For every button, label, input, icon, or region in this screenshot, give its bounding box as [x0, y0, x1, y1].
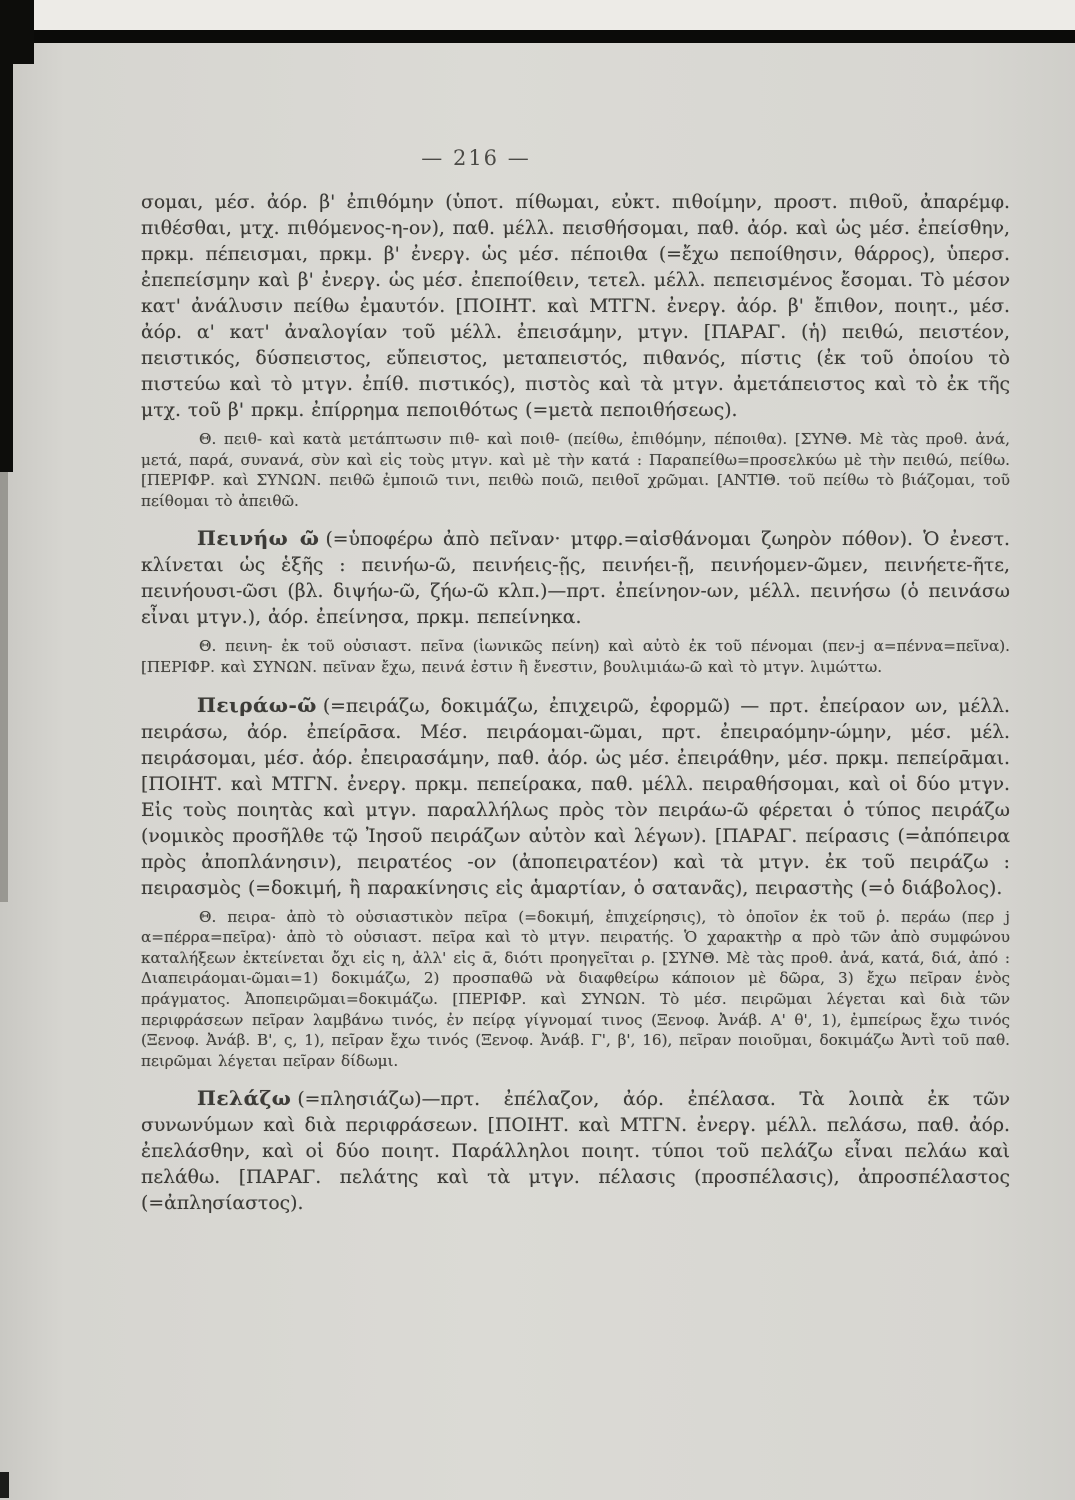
note-peinao-etymology — [141, 636, 1010, 677]
entry-text: (=πειράζω, δοκιμάζω, ἐπιχειρῶ, ἐφορμῶ) — πρτ. ἐπείραον ων, μέλλ. πειράσω, ἀόρ. ἐπείρᾱσα. Μέσ. πειράομαι-ῶμαι, πρτ. ἐπειραόμην-ώμην, μέσ. μέλ. πειράσομαι, μέσ. ἀόρ. ἐπειρασάμην, παθ. ἀόρ. ὡς μέσ. ἐπειράθην, μέσ. πρκμ. πεπείρᾱμαι. [ΠΟΙΗΤ. καὶ ΜΤΓΝ. ἐνεργ. πρκμ. πεπείρακα, παθ. μέλλ. πειραθήσομαι, καὶ οἱ δύο μτγν. Εἰς τοὺς ποιητὰς καὶ μτγν. παραλλήλως πρὸς τὸν πειράω-ῶ φέρεται ὁ τύπος πειράζω (νομικὸς προσῆλθε τῷ Ἰησοῦ πειράζων αὐτὸν καὶ λέγων). [ΠΑΡΑΓ. πείρασις (=ἀπόπειρα πρὸς ἀποπλάνησιν), πειρατέος -ον (ἀποπειρατέον) καὶ τὰ μτγν. ἐκ τοῦ πειράζω : πειρασμὸς (=δοκιμή, ἢ παρακίνησις εἰς ἁμαρτίαν, ὁ σατανᾶς), πειραστὴς (=ὁ διάβολος). — [141, 695, 1010, 899]
entry-pelazo — [141, 1085, 1010, 1217]
headword-pelazo: Πελάζω — [197, 1086, 292, 1111]
paragraph-peitho-continuation — [141, 190, 1010, 424]
headword-peirao: Πειράω-ῶ — [197, 692, 317, 717]
entry-peinao — [141, 525, 1010, 631]
scan-top-margin — [0, 0, 1075, 30]
note-text: Θ. πεινη- ἐκ τοῦ οὐσιαστ. πεῖνα (ἰωνικῶς πείνη) καὶ αὐτὸ ἐκ τοῦ πένομαι (πεν-j α=πέννα=πεῖνα). [ΠΕΡΙΦΡ. καὶ ΣΥΝΩΝ. πεῖναν ἔχω, πεινά ἐστιν ἢ ἔνεστιν, βουλιμιάω-ῶ καὶ τὸ μτγν. λιμώττω. — [141, 637, 1010, 676]
note-text: Θ. πειρα- ἀπὸ τὸ οὐσιαστικὸν πεῖρα (=δοκιμή, ἐπιχείρησις), τὸ ὁποῖον ἐκ τοῦ ῥ. περάω (περ j α=πέρρα=πεῖρα)· ἀπὸ τὸ οὐσιαστ. πεῖρα καὶ τὸ μτγν. πειρατής. Ὁ χαρακτὴρ α πρὸ τῶν ἀπὸ συμφώνου καταλήξεων ἐκτείνεται ὄχι εἰς η, ἀλλ' εἰς ᾱ, διότι προηγεῖται ρ. [ΣΥΝΘ. Μὲ τὰς προθ. ἀνά, κατά, διά, ἀπό : Διαπειράομαι-ῶμαι=1) δοκιμάζω, 2) προσπαθῶ νὰ διαφθείρω κάποιον μὲ δῶρα, 3) ἔχω πεῖραν ἑνὸς πράγματος. Ἀποπειρῶμαι=δοκιμάζω. [ΠΕΡΙΦΡ. καὶ ΣΥΝΩΝ. Τὸ μέσ. πειρῶμαι λέγεται καὶ διὰ τῶν περιφράσεων πεῖραν λαμβάνω τινός, ἐν πείρᾳ γίγνομαί τινος (Ξενοφ. Ἀνάβ. Α' θ', 1), ἐμπείρως ἔχω τινός (Ξενοφ. Ἀνάβ. Β', ς, 1), πεῖραν ἔχω τινός (Ξενοφ. Ἀνάβ. Γ', β', 16), πεῖραν ποιοῦμαι, δοκιμάζω Ἀντὶ τοῦ παθ. πειρῶμαι λέγεται πεῖραν δίδωμι. — [141, 907, 1010, 1070]
paragraph-text: σομαι, μέσ. ἀόρ. β' ἐπιθόμην (ὑποτ. πίθωμαι, εὐκτ. πιθοίμην, προστ. πιθοῦ, ἀπαρέμφ. πιθέσθαι, μτχ. πιθόμενος-η-ον), παθ. μέλλ. πεισθήσομαι, παθ. ἀόρ. καὶ ὡς μέσ. ἐπείσθην, πρκμ. πέπεισμαι, πρκμ. β' ἐνεργ. ὡς μέσ. πέποιθα (=ἔχω πεποίθησιν, θάρρος), ὑπερσ. ἐπεπείσμην καὶ β' ἐνεργ. ὡς μέσ. ἐπεποίθειν, τετελ. μέλλ. πεπεισμένος ἔσομαι. Τὸ μέσον κατ' ἀνάλυσιν πείθω ἐμαυτόν. [ΠΟΙΗΤ. καὶ ΜΤΓΝ. ἐνεργ. ἀόρ. β' ἔπιθον, ποιητ., μέσ. ἀόρ. α' κατ' ἀναλογίαν τοῦ μέλλ. ἐπεισάμην, μτγν. [ΠΑΡΑΓ. (ἡ) πειθώ, πειστέον, πειστικός, δύσπειστος, εὔπειστος, μεταπειστός, πιθανός, πίστις (ἐκ τοῦ ὁποίου τὸ πιστεύω καὶ τὸ μτγν. ἐπίθ. πιστικός), πιστὸς καὶ τὰ μτγν. ἀμετάπειστος καὶ τὸ ἐκ τῆς μτχ. τοῦ β' πρκμ. ἐπίρρημα πεποιθότως (=μετὰ πεποιθήσεως). — [141, 192, 1010, 421]
dictionary-text-block — [141, 190, 1010, 1217]
scan-edge-left — [0, 0, 13, 472]
scan-edge-left-lower — [0, 472, 8, 902]
note-peitho-etymology — [141, 429, 1010, 511]
headword-peinao: Πεινήω ῶ — [197, 526, 320, 551]
entry-text: (=ὑποφέρω ἀπὸ πεῖναν· μτφρ.=αἰσθάνομαι ζωηρὸν πόθον). Ὁ ἐνεστ. κλίνεται ὡς ἑξῆς : πεινήω-ῶ, πεινήεις-ῇς, πεινήει-ῇ, πεινήομεν-ῶμεν, πεινήετε-ῆτε, πεινήουσι-ῶσι (βλ. διψήω-ῶ, ζήω-ῶ κλπ.)—πρτ. ἐπείνηον-ων, μέλλ. πεινήσω (ὁ πεινάσω εἶναι μτγν.), ἀόρ. ἐπείνησα, πρκμ. πεπείνηκα. — [141, 529, 1010, 629]
scan-edge-bottom-left — [0, 1472, 9, 1498]
entry-text: (=πλησιάζω)—πρτ. ἐπέλαζον, ἀόρ. ἐπέλασα. Τὰ λοιπὰ ἐκ τῶν συνωνύμων καὶ διὰ περιφράσεων. [ΠΟΙΗΤ. καὶ ΜΤΓΝ. ἐνεργ. μέλλ. πελάσω, παθ. ἀόρ. ἐπελάσθην, καὶ οἱ δύο ποιητ. Παράλληλοι ποιητ. τύποι τοῦ πελάζω εἶναι πελάω καὶ πελάθω. [ΠΑΡΑΓ. πελάτης καὶ τὰ μτγν. πέλασις (προσπέλασις), ἀπροσπέλαστος (=ἀπλησίαστος). — [141, 1089, 1010, 1215]
entry-peirao — [141, 692, 1010, 902]
note-text: Θ. πειθ- καὶ κατὰ μετάπτωσιν πιθ- καὶ ποιθ- (πείθω, ἐπιθόμην, πέποιθα). [ΣΥΝΘ. Μὲ τὰς προθ. ἀνά, μετά, παρά, συνανά, σὺν καὶ εἰς τοὺς μτγν. καὶ μὲ τὴν κατά : Παραπείθω=προσελκύω μὲ τὴν πειθώ, πείθω. [ΠΕΡΙΦΡ. καὶ ΣΥΝΩΝ. πειθῶ ἐμποιῶ τινι, πειθὼ ποιῶ, πειθοῖ χρῶμαι. [ΑΝΤΙΘ. τοῦ πείθω τὸ βιάζομαι, τοῦ πείθομαι τὸ ἀπειθῶ. — [141, 430, 1010, 510]
page-number: — 216 — — [421, 146, 531, 170]
note-peirao-etymology — [141, 907, 1010, 1072]
scan-edge-top — [16, 30, 1075, 43]
